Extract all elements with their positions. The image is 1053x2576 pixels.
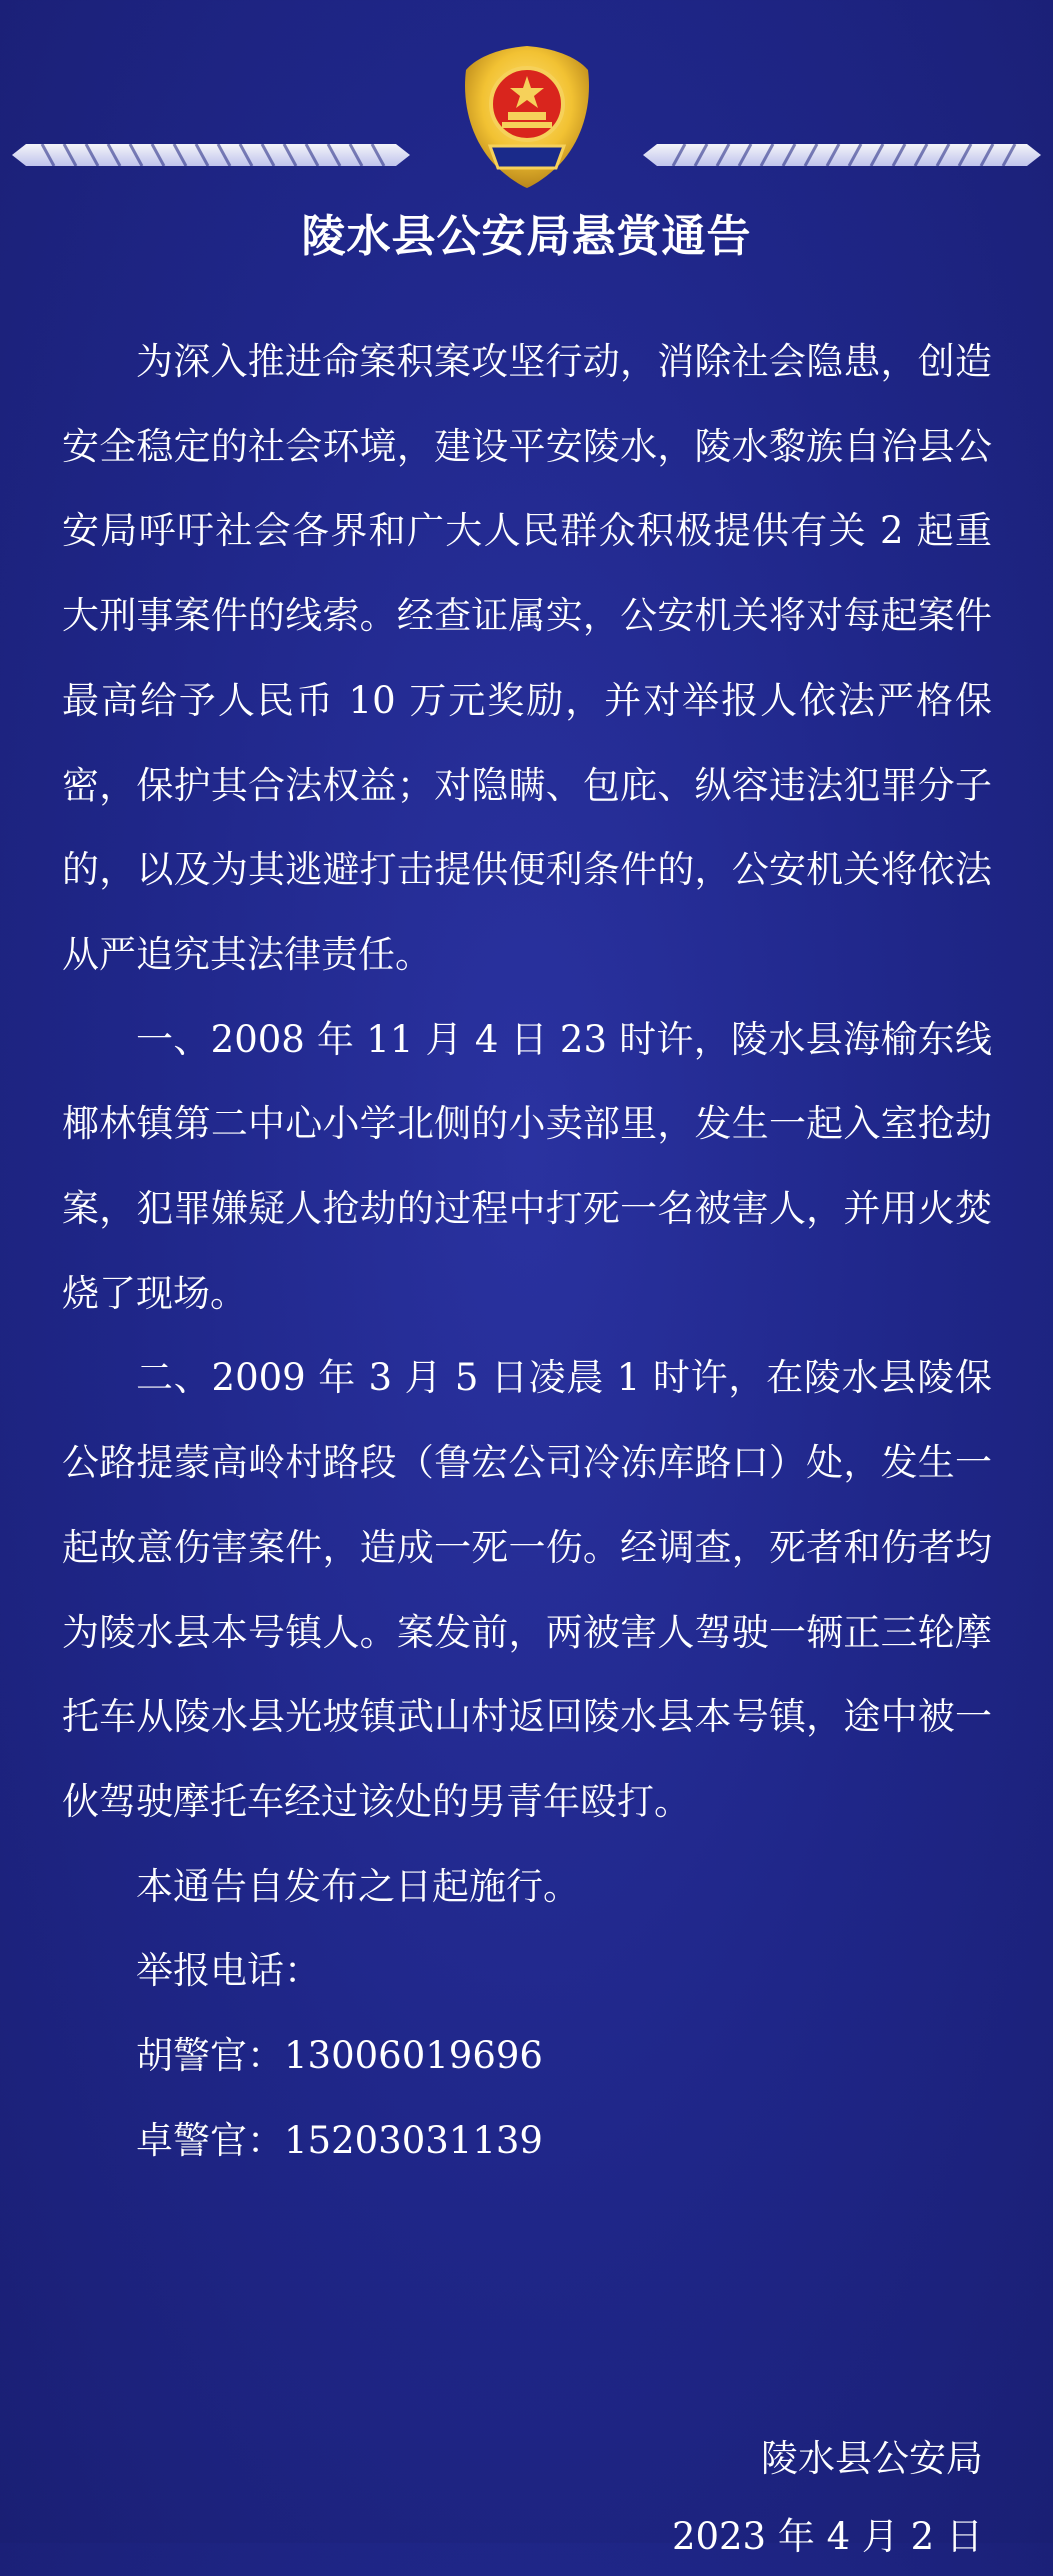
page-title: 陵水县公安局悬赏通告: [301, 211, 752, 262]
notice-body: [62, 320, 992, 2183]
police-emblem-icon: [456, 42, 598, 192]
case-two-paragraph: 二、2009 年 3 月 5 日凌晨 1 时许，在陵水县陵保公路提蒙高岭村路段（鲁宏公司冷冻库路口）处，发生一起故意伤害案件，造成一死一伤。经调查，死者和伤者均为陵水县本号镇人。案发前，两被害人驾驶一辆正三轮摩托车从陵水县光坡镇武山村返回陵水县本号镇，途中被一伙驾驶摩托车经过该处的男青年殴打。: [62, 1356, 992, 1823]
issuer-name: 陵水县公安局: [761, 2437, 983, 2480]
hotline-label: 举报电话：: [136, 1949, 321, 1993]
effective-notice: 本通告自发布之日起施行。: [136, 1864, 580, 1908]
issue-date: 2023 年 4 月 2 日: [671, 2515, 983, 2558]
case-one-paragraph: 一、2008 年 11 月 4 日 23 时许，陵水县海榆东线椰林镇第二中心小学北侧的小卖部里，发生一起入室抢劫案，犯罪嫌疑人抢劫的过程中打死一名被害人，并用火焚烧了现场。: [62, 1017, 992, 1315]
intro-paragraph: 为深入推进命案积案攻坚行动，消除社会隐患，创造安全稳定的社会环境，建设平安陵水，陵水黎族自治县公安局呼吁社会各界和广大人民群众积极提供有关 2 起重大刑事案件的线索。经查证属实，公安机关将对每起案件最高给予人民币 10 万元奖励，并对举报人依法严格保密，保护其合法权益；对隐瞒、包庇、纵容违法犯罪分子的，以及为其逃避打击提供便利条件的，公安机关将依法从严追究其法律责任。: [62, 340, 992, 976]
contact-zhuo: 卓警官：15203031139: [136, 2118, 543, 2162]
signature-block: [672, 2420, 983, 2576]
wheat-ribbon-right-icon: [643, 138, 1041, 172]
wheat-ribbon-left-icon: [12, 138, 410, 172]
contact-hu: 胡警官：13006019696: [136, 2034, 543, 2078]
header: [0, 30, 1053, 190]
